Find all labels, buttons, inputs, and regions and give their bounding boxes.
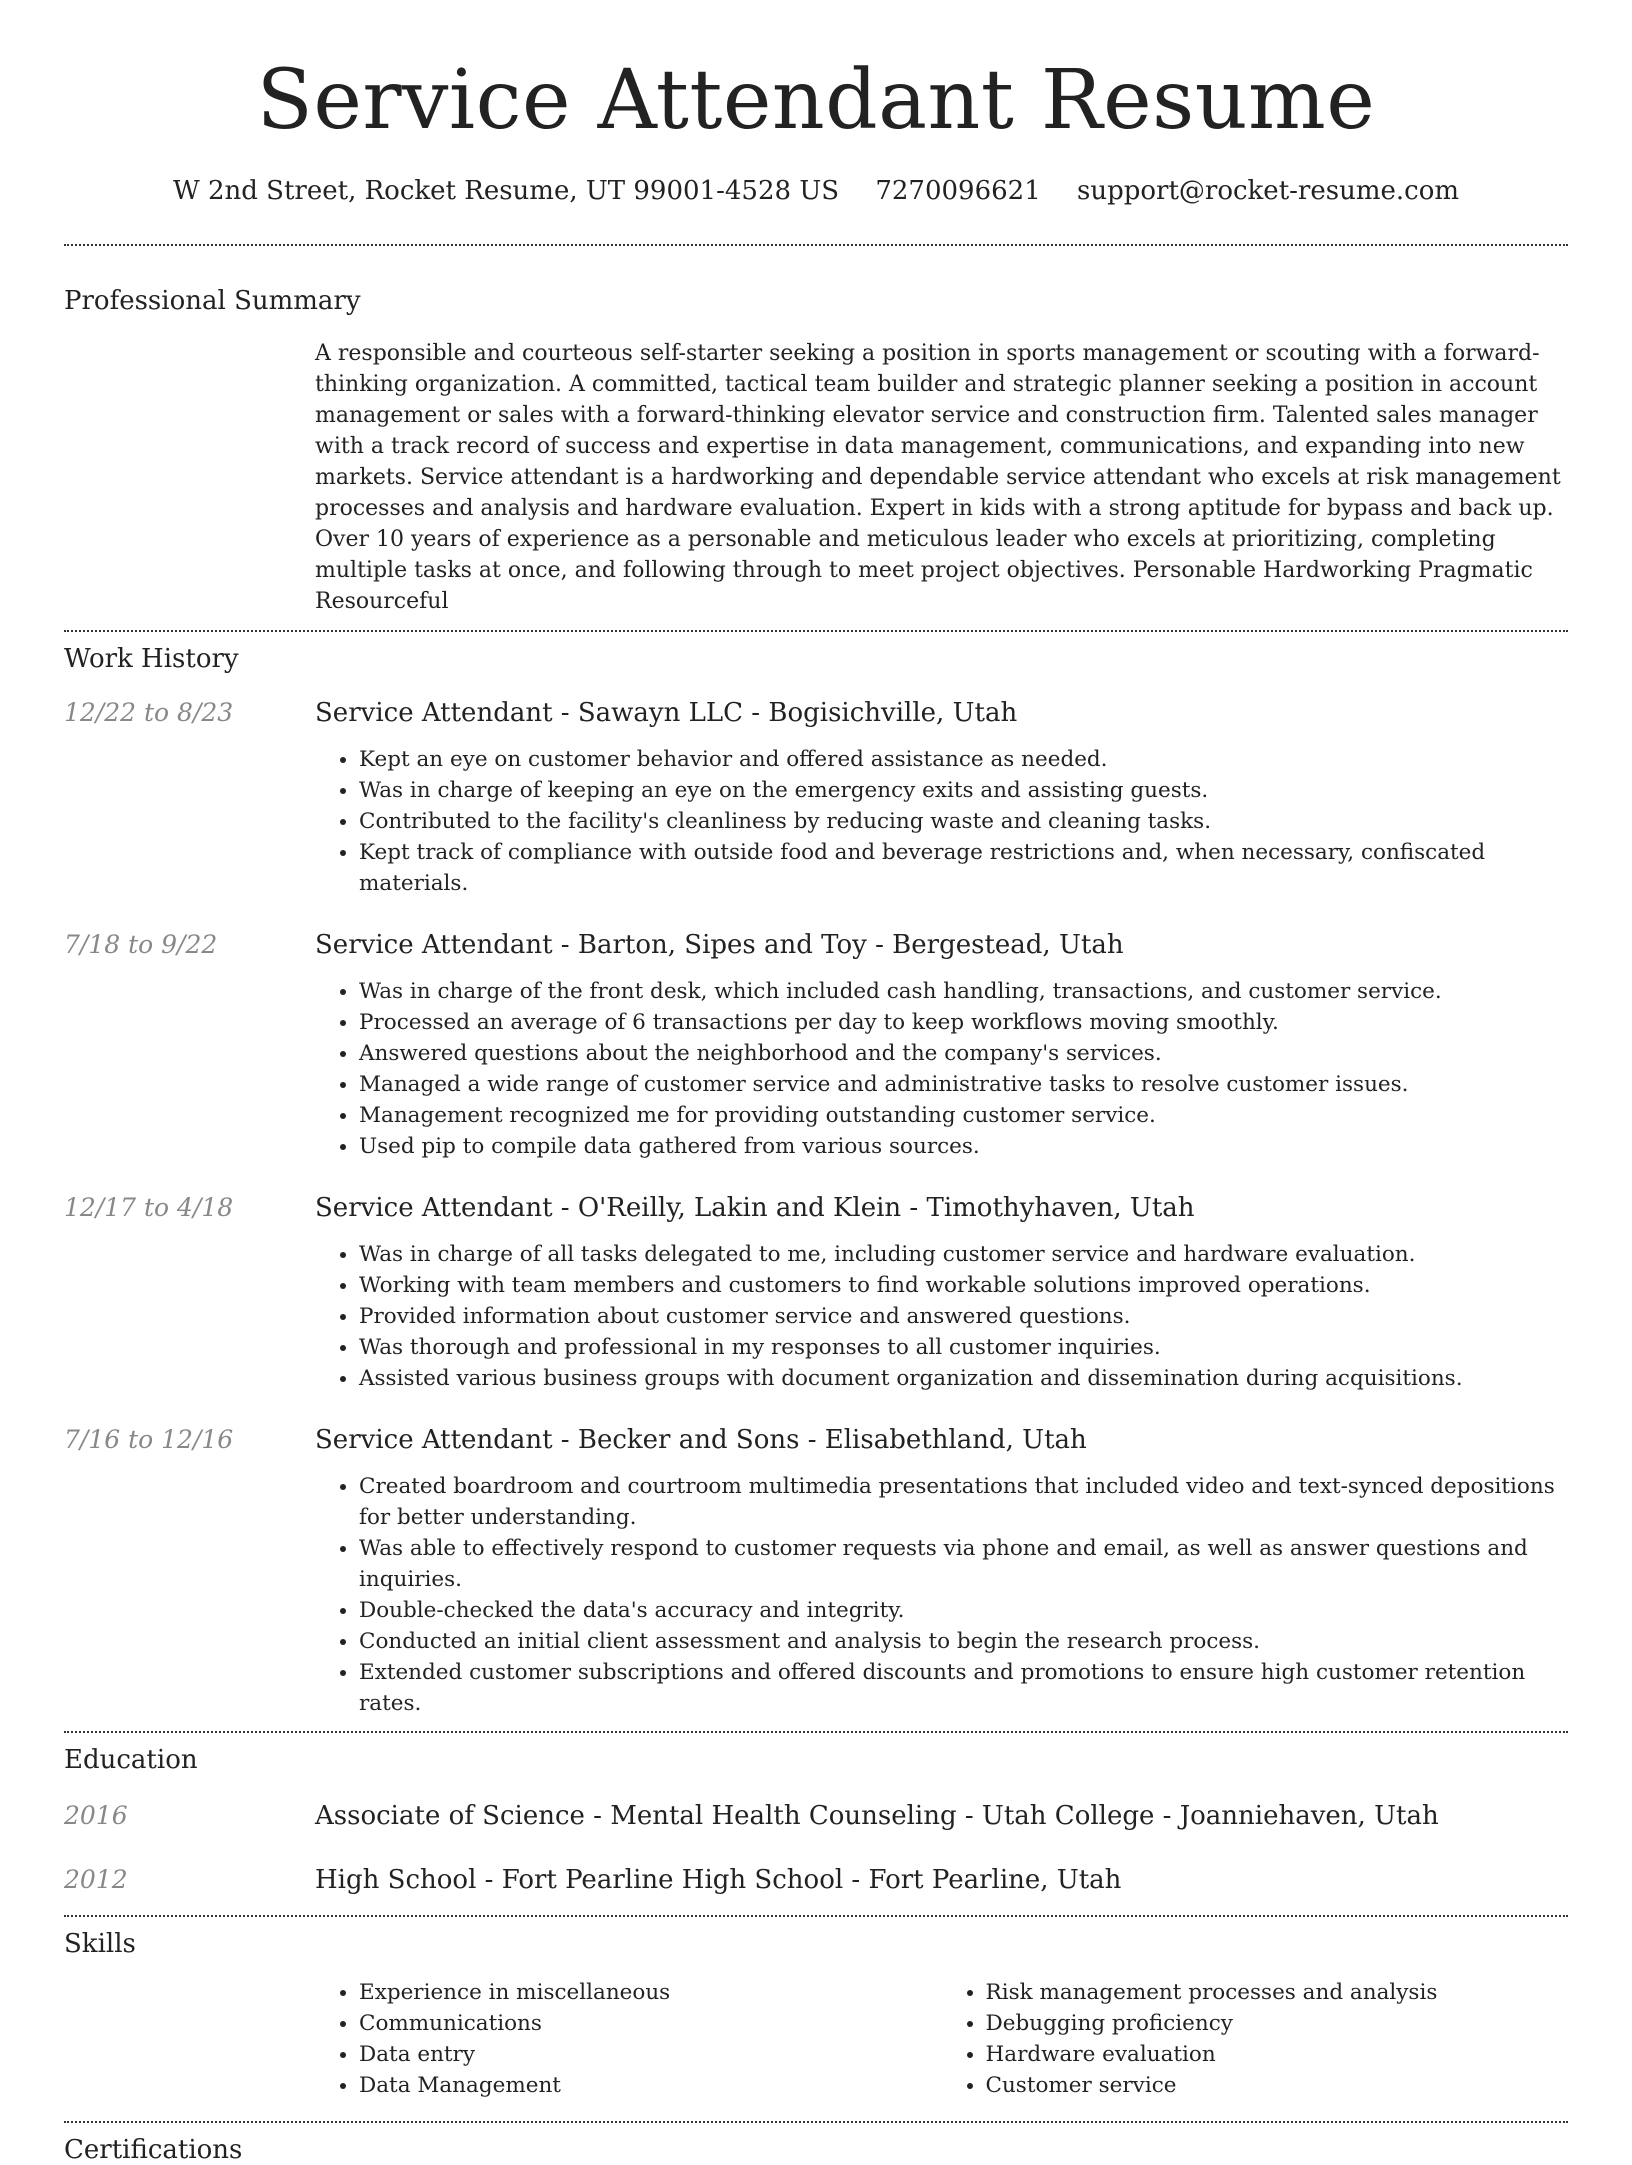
job-dates: 12/22 to 8/23 — [64, 698, 234, 727]
job-title: Service Attendant - Barton, Sipes and Toy - Bergestead, Utah — [315, 930, 1124, 960]
email: support@rocket-resume.com — [1077, 176, 1460, 206]
job-entry — [64, 698, 1568, 899]
skills-spacer — [64, 1977, 315, 2101]
skills-list-left — [315, 1977, 942, 2101]
education-title: Associate of Science - Mental Health Counseling - Utah College - Joanniehaven, Utah — [315, 1801, 1439, 1831]
summary-row — [64, 338, 1568, 617]
skill-item: • Customer service — [986, 2070, 1569, 2101]
summary-body — [315, 338, 1568, 617]
divider — [64, 2121, 1568, 2123]
summary-section — [64, 286, 1568, 617]
skill-item: • Communications — [359, 2008, 942, 2039]
skill-item: • Hardware evaluation — [986, 2039, 1569, 2070]
certifications-section — [64, 2135, 1568, 2165]
job-bullet: • Provided information about customer service and answered questions. — [359, 1301, 1568, 1332]
education-entry — [64, 1865, 1568, 1895]
job-entry — [64, 1425, 1568, 1719]
skills-row — [64, 1977, 1568, 2101]
job-dates: 12/17 to 4/18 — [64, 1193, 234, 1222]
education-year: 2012 — [64, 1865, 128, 1894]
job-bullet: • Was in charge of keeping an eye on the emergency exits and assisting guests. — [359, 775, 1568, 806]
section-title-summary: Professional Summary — [64, 286, 361, 316]
job-bullet: • Management recognized me for providing outstanding customer service. — [359, 1100, 1568, 1131]
work-history-section — [64, 644, 1568, 1719]
skill-item: • Data Management — [359, 2070, 942, 2101]
job-dates: 7/16 to 12/16 — [64, 1425, 234, 1454]
phone: 7270096621 — [875, 176, 1041, 206]
job-dates: 7/18 to 9/22 — [64, 930, 218, 959]
education-year: 2016 — [64, 1801, 128, 1830]
skills-section — [64, 1929, 1568, 2101]
divider — [64, 1915, 1568, 1917]
job-bullet: • Extended customer subscriptions and offered discounts and promotions to ensure high customer retention rates. — [359, 1657, 1568, 1719]
skill-item: • Risk management processes and analysis — [986, 1977, 1569, 2008]
job-bullet: • Was in charge of the front desk, which included cash handling, transactions, and customer service. — [359, 976, 1568, 1007]
job-bullet: • Managed a wide range of customer service and administrative tasks to resolve customer issues. — [359, 1069, 1568, 1100]
skill-item: • Data entry — [359, 2039, 942, 2070]
job-bullets — [315, 744, 1568, 899]
job-bullet: • Processed an average of 6 transactions per day to keep workflows moving smoothly. — [359, 1007, 1568, 1038]
job-entry — [64, 930, 1568, 1162]
resume-title: Service Attendant Resume — [256, 53, 1376, 148]
summary-text: A responsible and courteous self-starter seeking a position in sports management or scouting with a forward-thinking organization. A committed, tactical team builder and strategic planner seeking a position in account management or sales with a forward-thinking elevator service and construction firm. Talented sales manager with a track record of success and expertise in data management, communications, and expanding into new markets. Service attendant is a hardworking and dependable service attendant who excels at risk management processes and analysis and hardware evaluation. Expert in kids with a strong aptitude for bypass and back up. Over 10 years of experience as a personable and meticulous leader who excels at prioritizing, completing multiple tasks at once, and following through to meet project objectives. Personable Hardworking Pragmatic Resourceful — [315, 341, 1561, 614]
job-entry — [64, 1193, 1568, 1394]
job-bullet: • Conducted an initial client assessment and analysis to begin the research process. — [359, 1626, 1568, 1657]
job-bullet: • Created boardroom and courtroom multimedia presentations that included video and text-synced depositions for better understanding. — [359, 1471, 1568, 1533]
divider — [64, 244, 1568, 246]
job-title: Service Attendant - Becker and Sons - Elisabethland, Utah — [315, 1425, 1087, 1455]
job-bullet: • Was able to effectively respond to customer requests via phone and email, as well as answer questions and inquiries. — [359, 1533, 1568, 1595]
job-body — [315, 1425, 1568, 1719]
education-title: High School - Fort Pearline High School - Fort Pearline, Utah — [315, 1865, 1122, 1895]
divider — [64, 1731, 1568, 1733]
summary-spacer — [64, 338, 315, 617]
address: W 2nd Street, Rocket Resume, UT 99001-4528 US — [172, 176, 840, 206]
job-bullets — [315, 976, 1568, 1162]
job-bullet: • Double-checked the data's accuracy and integrity. — [359, 1595, 1568, 1626]
job-bullet: • Was thorough and professional in my responses to all customer inquiries. — [359, 1332, 1568, 1363]
skill-item: • Experience in miscellaneous — [359, 1977, 942, 2008]
job-bullet: • Was in charge of all tasks delegated to me, including customer service and hardware evaluation. — [359, 1239, 1568, 1270]
job-body — [315, 698, 1568, 899]
education-entry — [64, 1801, 1568, 1831]
section-title-skills: Skills — [64, 1929, 136, 1959]
job-bullets — [315, 1471, 1568, 1719]
job-bullet: • Used pip to compile data gathered from various sources. — [359, 1131, 1568, 1162]
job-bullet: • Kept an eye on customer behavior and offered assistance as needed. — [359, 744, 1568, 775]
contact-line — [64, 176, 1568, 206]
education-section — [64, 1745, 1568, 1895]
divider — [64, 630, 1568, 632]
job-title: Service Attendant - Sawayn LLC - Bogisichville, Utah — [315, 698, 1018, 728]
job-body — [315, 1193, 1568, 1394]
section-title-certifications: Certifications — [64, 2135, 243, 2165]
job-bullet: • Answered questions about the neighborhood and the company's services. — [359, 1038, 1568, 1069]
section-title-education: Education — [64, 1745, 198, 1775]
job-bullet: • Contributed to the facility's cleanliness by reducing waste and cleaning tasks. — [359, 806, 1568, 837]
skills-grid — [315, 1977, 1568, 2101]
job-bullet: • Kept track of compliance with outside food and beverage restrictions and, when necessary, confiscated materials. — [359, 837, 1568, 899]
skills-list-right — [942, 1977, 1569, 2101]
job-bullet: • Working with team members and customers to find workable solutions improved operations. — [359, 1270, 1568, 1301]
job-bullet: • Assisted various business groups with document organization and dissemination during acquisitions. — [359, 1363, 1568, 1394]
skill-item: • Debugging proficiency — [986, 2008, 1569, 2039]
section-title-work-history: Work History — [64, 644, 239, 674]
job-bullets — [315, 1239, 1568, 1394]
job-body — [315, 930, 1568, 1162]
job-title: Service Attendant - O'Reilly, Lakin and Klein - Timothyhaven, Utah — [315, 1193, 1195, 1223]
